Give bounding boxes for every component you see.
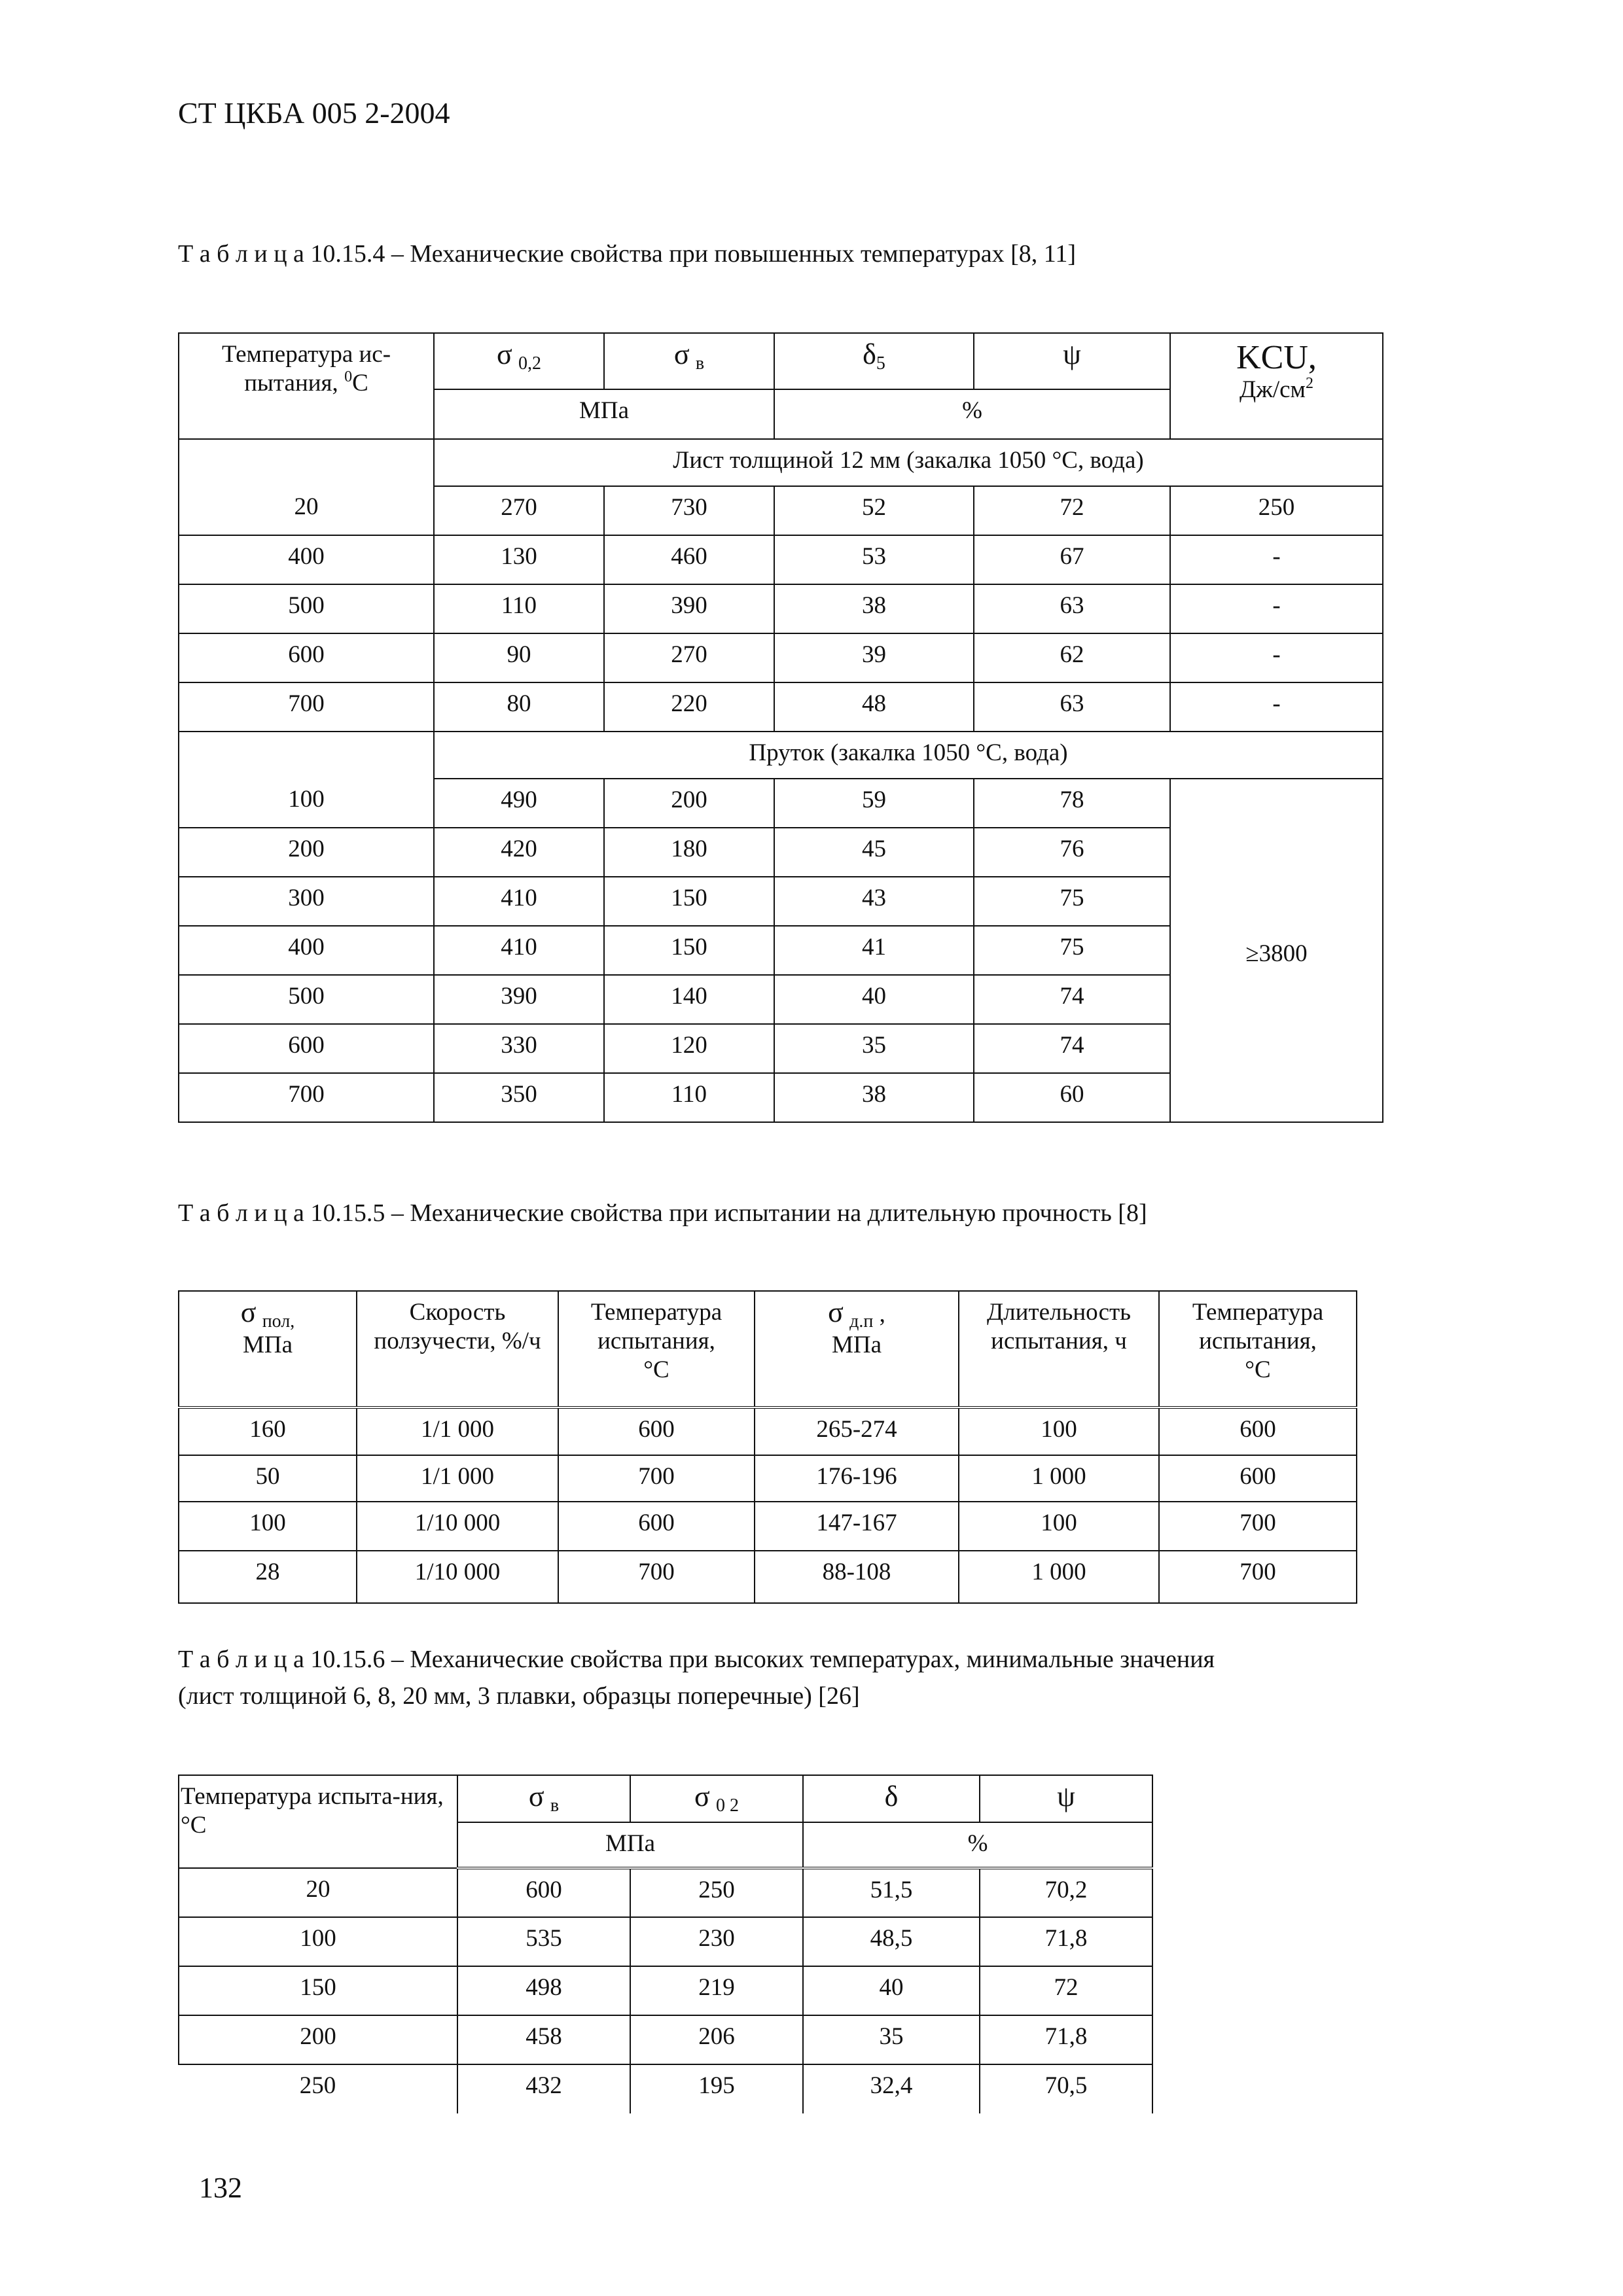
t4-cell: 410 — [434, 877, 604, 926]
table-5-caption — [178, 1195, 1147, 1231]
page-header: СТ ЦКБА 005 2-2004 — [178, 96, 450, 130]
t5-header-sigma-pol: σ $_{пол,}$ МПа — [179, 1291, 357, 1407]
t4-cell: 220 — [604, 682, 774, 732]
t4-cell: - — [1170, 584, 1383, 633]
t5-header-sigma-dp: σ $_{д.п}$ , МПа — [755, 1291, 959, 1407]
t6-cell: 32,4 — [803, 2064, 980, 2113]
table-4 — [178, 332, 1383, 1123]
t6-cell: 71,8 — [980, 1917, 1152, 1966]
t4-cell: 200 — [179, 828, 434, 877]
t5-cell: 600 — [1159, 1407, 1357, 1455]
t4-cell: 390 — [604, 584, 774, 633]
t4-cell: - — [1170, 682, 1383, 732]
table-row — [179, 1455, 1357, 1502]
t4-cell: 35 — [774, 1024, 974, 1073]
t4-cell: - — [1170, 633, 1383, 682]
t6-cell: 195 — [630, 2064, 803, 2113]
t6-cell: 100 — [179, 1917, 457, 1966]
page-number: 132 — [199, 2172, 242, 2204]
t5-cell: 100 — [959, 1407, 1159, 1455]
t4-cell: 110 — [434, 584, 604, 633]
t4-section-2-spacer — [179, 732, 434, 779]
t6-cell: 600 — [457, 1868, 630, 1917]
t6-cell: 72 — [980, 1966, 1152, 2015]
t4-cell: 40 — [774, 975, 974, 1024]
t6-cell: 250 — [630, 1868, 803, 1917]
table-row — [179, 1551, 1357, 1603]
t4-cell: 90 — [434, 633, 604, 682]
t6-cell: 71,8 — [980, 2015, 1152, 2064]
t5-cell: 100 — [179, 1502, 357, 1551]
t4-cell: 20 — [179, 486, 434, 535]
t4-cell: 730 — [604, 486, 774, 535]
t4-cell: 500 — [179, 975, 434, 1024]
t6-cell: 219 — [630, 1966, 803, 2015]
t4-header-sigma-b: σ $_в$ — [604, 333, 774, 389]
t4-cell: 63 — [974, 682, 1170, 732]
t5-cell: 1/10 000 — [357, 1551, 558, 1603]
table-row — [179, 486, 1383, 535]
t4-cell: 75 — [974, 877, 1170, 926]
t4-cell: 420 — [434, 828, 604, 877]
t6-cell: 535 — [457, 1917, 630, 1966]
table-6-caption-prefix: Т а б л и ц а 10.15.6 — [178, 1646, 385, 1673]
t5-cell: 265-274 — [755, 1407, 959, 1455]
t6-header-mpa: МПа — [457, 1822, 803, 1868]
t5-cell: 700 — [558, 1455, 755, 1502]
t4-cell: 390 — [434, 975, 604, 1024]
t6-header-sigma-02: σ $_{0 2}$ — [630, 1775, 803, 1822]
t4-cell: 48 — [774, 682, 974, 732]
t4-cell: 75 — [974, 926, 1170, 975]
t5-cell: 700 — [1159, 1551, 1357, 1603]
table-5-caption-prefix: Т а б л и ц а 10.15.5 — [178, 1199, 385, 1227]
t4-cell: 74 — [974, 975, 1170, 1024]
t4-cell: 59 — [774, 779, 974, 828]
t4-cell: 62 — [974, 633, 1170, 682]
t4-cell: - — [1170, 535, 1383, 584]
t5-cell: 176-196 — [755, 1455, 959, 1502]
t5-header-creep-rate: Скорость ползучести, %/ч — [357, 1291, 558, 1407]
t4-cell: 330 — [434, 1024, 604, 1073]
t6-cell: 230 — [630, 1917, 803, 1966]
t4-header-mpa: МПа — [434, 389, 774, 439]
t4-cell: 67 — [974, 535, 1170, 584]
table-4-caption-text: – Механические свойства при повышенных температурах [8, 11] — [385, 240, 1077, 268]
t4-cell: 300 — [179, 877, 434, 926]
table-6-caption — [178, 1641, 1215, 1714]
t4-cell: 72 — [974, 486, 1170, 535]
t5-cell: 160 — [179, 1407, 357, 1455]
t4-cell: 110 — [604, 1073, 774, 1122]
t4-header-psi: ψ — [974, 333, 1170, 389]
table-row — [179, 2064, 1152, 2113]
t4-cell: 350 — [434, 1073, 604, 1122]
t4-cell: 410 — [434, 926, 604, 975]
t4-cell: 140 — [604, 975, 774, 1024]
t6-header-sigma-b: σ $_в$ — [457, 1775, 630, 1822]
t6-cell: 48,5 — [803, 1917, 980, 1966]
t5-cell: 50 — [179, 1455, 357, 1502]
t5-cell: 700 — [1159, 1502, 1357, 1551]
table-row — [179, 1966, 1152, 2015]
t6-cell: 498 — [457, 1966, 630, 2015]
t5-cell: 600 — [558, 1407, 755, 1455]
t5-cell: 700 — [558, 1551, 755, 1603]
t5-cell: 147-167 — [755, 1502, 959, 1551]
t4-cell: 270 — [604, 633, 774, 682]
t4-cell: 500 — [179, 584, 434, 633]
t4-section-1-spacer — [179, 439, 434, 486]
t4-cell: 80 — [434, 682, 604, 732]
t6-cell: 206 — [630, 2015, 803, 2064]
table-4-caption — [178, 236, 1076, 272]
t4-cell: 53 — [774, 535, 974, 584]
t6-header-psi: ψ — [980, 1775, 1152, 1822]
t6-cell: 458 — [457, 2015, 630, 2064]
table-5 — [178, 1290, 1357, 1604]
t4-header-temperature: Температура ис-пытания, $^0$C — [179, 333, 434, 439]
t5-cell: 600 — [1159, 1455, 1357, 1502]
t6-cell: 35 — [803, 2015, 980, 2064]
t4-section-2-label: Пруток (закалка 1050 °С, вода) — [434, 732, 1383, 779]
t4-cell: 400 — [179, 926, 434, 975]
t6-cell: 250 — [179, 2064, 457, 2113]
t5-header-test-temperature-1: Температура испытания, °С — [558, 1291, 755, 1407]
t4-cell: 150 — [604, 926, 774, 975]
t6-header-temperature: Температура испыта-ния, °С — [179, 1775, 457, 1868]
table-5-caption-text: – Механические свойства при испытании на длительную прочность [8] — [385, 1199, 1147, 1227]
t4-cell: 38 — [774, 584, 974, 633]
t6-cell: 40 — [803, 1966, 980, 2015]
table-row — [179, 584, 1383, 633]
t4-section-1-label: Лист толщиной 12 мм (закалка 1050 °С, вода) — [434, 439, 1383, 486]
t4-cell: 39 — [774, 633, 974, 682]
t4-cell: 180 — [604, 828, 774, 877]
table-row — [179, 535, 1383, 584]
table-row — [179, 633, 1383, 682]
table-row — [179, 779, 1383, 828]
t4-cell: 600 — [179, 633, 434, 682]
t4-cell: 700 — [179, 1073, 434, 1122]
table-row — [179, 1407, 1357, 1455]
t4-cell: 38 — [774, 1073, 974, 1122]
t6-cell: 70,2 — [980, 1868, 1152, 1917]
table-row — [179, 2015, 1152, 2064]
t6-cell: 150 — [179, 1966, 457, 2015]
t6-cell: 70,5 — [980, 2064, 1152, 2113]
t5-header-test-temperature-2: Температура испытания, °С — [1159, 1291, 1357, 1407]
t6-cell: 432 — [457, 2064, 630, 2113]
t4-cell: 270 — [434, 486, 604, 535]
t4-cell: 150 — [604, 877, 774, 926]
t4-cell: 52 — [774, 486, 974, 535]
table-row — [179, 1917, 1152, 1966]
t5-cell: 100 — [959, 1502, 1159, 1551]
t6-header-percent: % — [803, 1822, 1152, 1868]
table-row — [179, 682, 1383, 732]
table-4-caption-prefix: Т а б л и ц а 10.15.4 — [178, 240, 385, 268]
t4-cell: 130 — [434, 535, 604, 584]
t5-cell: 1 000 — [959, 1551, 1159, 1603]
t4-cell: 100 — [179, 779, 434, 828]
t5-cell: 600 — [558, 1502, 755, 1551]
t6-cell: 200 — [179, 2015, 457, 2064]
table-6-caption-line-1: Т а б л и ц а 10.15.6 – Механические свойства при высоких температурах, минимальные значения — [178, 1646, 1215, 1673]
t6-header-delta: δ — [803, 1775, 980, 1822]
t4-cell: 60 — [974, 1073, 1170, 1122]
t5-cell: 28 — [179, 1551, 357, 1603]
t4-cell: 45 — [774, 828, 974, 877]
t5-header-duration: Длительность испытания, ч — [959, 1291, 1159, 1407]
t4-cell: 600 — [179, 1024, 434, 1073]
table-row — [179, 1868, 1152, 1917]
t5-cell: 1/1 000 — [357, 1455, 558, 1502]
t4-cell: 41 — [774, 926, 974, 975]
t5-cell: 1/1 000 — [357, 1407, 558, 1455]
t4-section-2-kcu: ≥3800 — [1170, 779, 1383, 1122]
t4-cell: 63 — [974, 584, 1170, 633]
t4-cell: 250 — [1170, 486, 1383, 535]
table-6 — [178, 1775, 1153, 2113]
t4-cell: 700 — [179, 682, 434, 732]
t4-cell: 74 — [974, 1024, 1170, 1073]
table-6-caption-line-2: (лист толщиной 6, 8, 20 мм, 3 плавки, образцы поперечные) [26] — [178, 1682, 860, 1710]
t5-cell: 88-108 — [755, 1551, 959, 1603]
t4-cell: 120 — [604, 1024, 774, 1073]
t4-header-kcu: KCU, $Дж/см^2$ — [1170, 333, 1383, 439]
t5-cell: 1 000 — [959, 1455, 1159, 1502]
t4-cell: 76 — [974, 828, 1170, 877]
t4-cell: 460 — [604, 535, 774, 584]
t4-header-percent: % — [774, 389, 1170, 439]
t4-cell: 400 — [179, 535, 434, 584]
t6-cell: 51,5 — [803, 1868, 980, 1917]
t4-cell: 490 — [434, 779, 604, 828]
t4-header-delta5: $\delta_5$ — [774, 333, 974, 389]
t4-cell: 200 — [604, 779, 774, 828]
table-row — [179, 1502, 1357, 1551]
t4-header-sigma-02: σ $_{0,2}$ — [434, 333, 604, 389]
t5-cell: 1/10 000 — [357, 1502, 558, 1551]
t6-cell: 20 — [179, 1868, 457, 1917]
t4-cell: 43 — [774, 877, 974, 926]
t4-cell: 78 — [974, 779, 1170, 828]
